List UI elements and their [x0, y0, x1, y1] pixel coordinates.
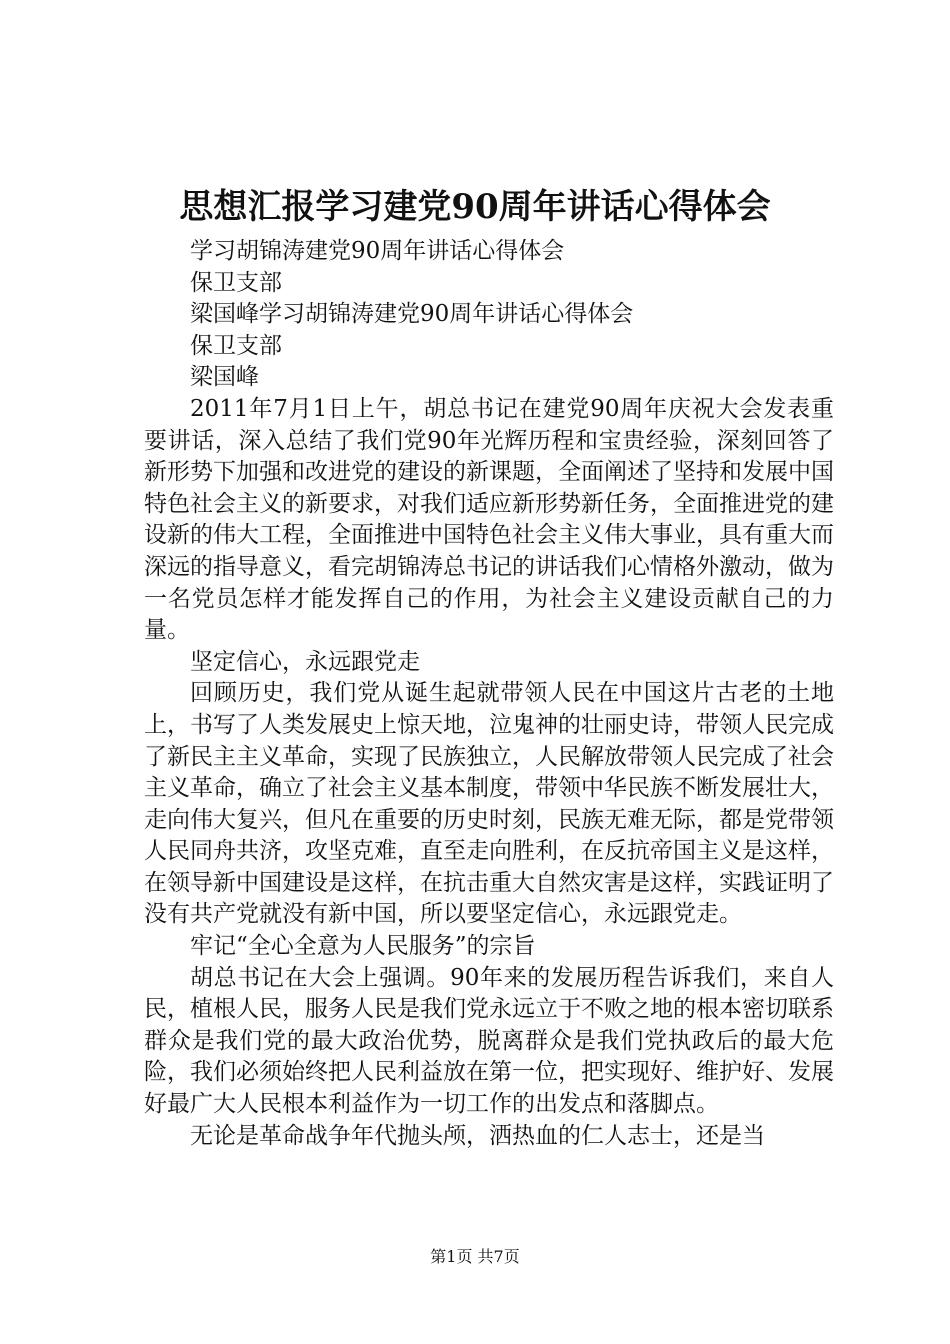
body-paragraph: 2011年7月1日上午，胡总书记在建党90周年庆祝大会发表重要讲话，深入总结了我们党90年光辉历程和宝贵经验，深刻回答了新形势下加强和改进党的建设的新课题，全面阐述了坚持和发展中国特色社会主义的新要求，对我们适应新形势新任务，全面推进党的建设新的伟大工程，全面推进中国特色社会主义伟大事业，具有重大而深远的指导意义，看完胡锦涛总书记的讲话我们心情格外激动，做为一名党员怎样才能发挥自己的作用，为社会主义建设贡献自己的力量。	[144, 395, 834, 644]
branch-line: 保卫支部	[190, 269, 282, 296]
author-subtitle-line: 梁国峰学习胡锦涛建党90周年讲话心得体会	[190, 301, 634, 328]
body-paragraph: 回顾历史，我们党从诞生起就带领人民在中国这片古老的土地上，书写了人类发展史上惊天地，泣鬼神的壮丽史诗，带领人民完成了新民主主义革命，实现了民族独立，人民解放带领人民完成了社会主义革命，确立了社会主义基本制度，带领中华民族不断发展壮大，走向伟大复兴，但凡在重要的历史时刻，民族无难无际，都是党带领人民同舟共济，攻坚克难，直至走向胜利，在反抗帝国主义是这样，在领导新中国建设是这样，在抗击重大自然灾害是这样，实践证明了没有共产党就没有新中国，所以要坚定信心，永远跟党走。	[144, 680, 834, 928]
document-body	[144, 236, 834, 1152]
document-title: 思想汇报学习建党90周年讲话心得体会	[179, 187, 771, 227]
author-line: 梁国峰	[190, 364, 259, 391]
section-heading: 坚定信心，永远跟党走	[190, 648, 420, 675]
subtitle-line: 学习胡锦涛建党90周年讲话心得体会	[190, 238, 565, 264]
body-paragraph: 胡总书记在大会上强调。90年来的发展历程告诉我们，来自人民，植根人民，服务人民是我们党永远立于不败之地的根本密切联系群众是我们党的最大政治优势，脱离群众是我们党执政后的最大危险，我们必须始终把人民利益放在第一位，把实现好、维护好、发展好最广大人民根本利益作为一切工作的出发点和落脚点。	[144, 964, 834, 1118]
body-paragraph: 无论是革命战争年代抛头颅，洒热血的仁人志士，还是当	[190, 1122, 765, 1149]
branch-line: 保卫支部	[190, 332, 282, 359]
section-heading: 牢记“全心全意为人民服务”的宗旨	[190, 933, 536, 960]
page-indicator: 第1页 共7页	[430, 1247, 520, 1266]
